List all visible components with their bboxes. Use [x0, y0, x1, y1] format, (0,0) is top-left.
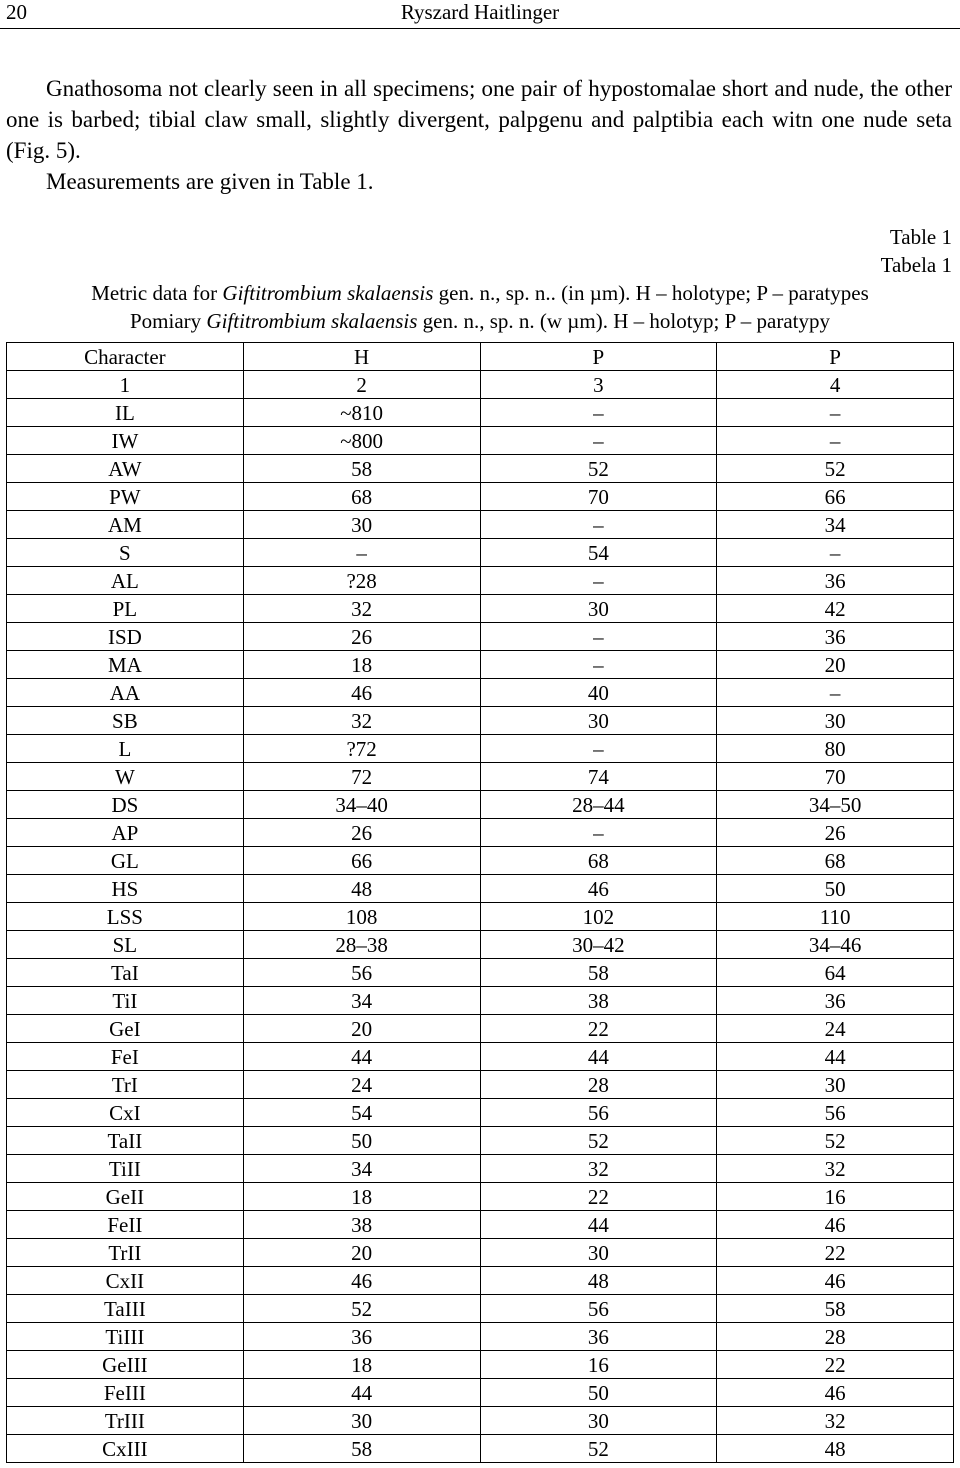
table-row — [7, 1379, 954, 1407]
table-row — [7, 1155, 954, 1183]
table-row — [7, 595, 954, 623]
table-row — [7, 875, 954, 903]
character-cell: PW — [7, 483, 244, 511]
value-cell: 34–46 — [717, 931, 954, 959]
value-cell: 40 — [480, 679, 717, 707]
species-name: Giftitrombium skalaensis — [222, 281, 434, 305]
value-cell: 32 — [243, 595, 480, 623]
value-cell: 46 — [717, 1211, 954, 1239]
value-cell: 48 — [243, 875, 480, 903]
value-cell: 46 — [243, 1267, 480, 1295]
value-cell: 30 — [480, 707, 717, 735]
character-cell: S — [7, 539, 244, 567]
table-row — [7, 1295, 954, 1323]
paragraph-text: Gnathosoma not clearly seen in all specimens; one pair of hypostomalae short and nude, the other one is barbed; tibial claw small, slightly divergent, palpgenu and palptibia each witn one nude seta (Fig. 5). — [6, 76, 952, 163]
paragraph-text-measurements: Measurements are given in Table 1. — [46, 169, 374, 194]
column-number: 4 — [717, 371, 954, 399]
character-cell: AA — [7, 679, 244, 707]
character-cell: TaII — [7, 1127, 244, 1155]
value-cell: 20 — [243, 1239, 480, 1267]
value-cell: 26 — [243, 623, 480, 651]
value-cell: 34 — [243, 1155, 480, 1183]
value-cell: – — [243, 539, 480, 567]
value-cell: 36 — [717, 567, 954, 595]
table-caption-pl: Pomiary Giftitrombium skalaensis gen. n., sp. n. (w µm). H – holotyp; P – paratypy — [129, 309, 831, 333]
value-cell: 66 — [243, 847, 480, 875]
value-cell: 72 — [243, 763, 480, 791]
table-row — [7, 1239, 954, 1267]
value-cell: 50 — [243, 1127, 480, 1155]
character-cell: TaI — [7, 959, 244, 987]
character-cell: DS — [7, 791, 244, 819]
table-row — [7, 1043, 954, 1071]
value-cell: 44 — [243, 1379, 480, 1407]
character-cell: ISD — [7, 623, 244, 651]
character-cell: AW — [7, 455, 244, 483]
value-cell: 36 — [717, 987, 954, 1015]
value-cell: 30 — [717, 707, 954, 735]
value-cell: 30 — [243, 511, 480, 539]
metric-data-table — [6, 342, 954, 1463]
value-cell: 34 — [717, 511, 954, 539]
value-cell: – — [717, 679, 954, 707]
character-cell: TrIII — [7, 1407, 244, 1435]
value-cell: 58 — [243, 1435, 480, 1463]
character-cell: TiII — [7, 1155, 244, 1183]
table-row — [7, 763, 954, 791]
value-cell: 108 — [243, 903, 480, 931]
column-number: 3 — [480, 371, 717, 399]
value-cell: – — [717, 427, 954, 455]
value-cell: 46 — [717, 1379, 954, 1407]
character-cell: MA — [7, 651, 244, 679]
character-cell: GeI — [7, 1015, 244, 1043]
character-cell: IL — [7, 399, 244, 427]
value-cell: ?28 — [243, 567, 480, 595]
table-row — [7, 399, 954, 427]
value-cell: ~810 — [243, 399, 480, 427]
character-cell: PL — [7, 595, 244, 623]
character-cell: IW — [7, 427, 244, 455]
table-row — [7, 1407, 954, 1435]
character-cell: TiIII — [7, 1323, 244, 1351]
table-row — [7, 987, 954, 1015]
character-cell: SL — [7, 931, 244, 959]
value-cell: 50 — [717, 875, 954, 903]
value-cell: 44 — [480, 1211, 717, 1239]
character-cell: FeII — [7, 1211, 244, 1239]
value-cell: 110 — [717, 903, 954, 931]
table-row — [7, 455, 954, 483]
value-cell: 74 — [480, 763, 717, 791]
value-cell: 34 — [243, 987, 480, 1015]
value-cell: 46 — [480, 875, 717, 903]
value-cell: 52 — [480, 455, 717, 483]
body-paragraph — [6, 73, 952, 197]
value-cell: 36 — [717, 623, 954, 651]
value-cell: 30 — [717, 1071, 954, 1099]
table-row — [7, 623, 954, 651]
character-cell: AL — [7, 567, 244, 595]
value-cell: 16 — [717, 1183, 954, 1211]
value-cell: 64 — [717, 959, 954, 987]
value-cell: 36 — [243, 1323, 480, 1351]
table-row — [7, 511, 954, 539]
value-cell: 48 — [480, 1267, 717, 1295]
value-cell: 56 — [717, 1099, 954, 1127]
character-cell: W — [7, 763, 244, 791]
value-cell: 32 — [243, 707, 480, 735]
value-cell: 52 — [243, 1295, 480, 1323]
value-cell: 58 — [243, 455, 480, 483]
character-cell: GeIII — [7, 1351, 244, 1379]
value-cell: – — [480, 567, 717, 595]
character-cell: AM — [7, 511, 244, 539]
value-cell: 30 — [243, 1407, 480, 1435]
table-row — [7, 483, 954, 511]
value-cell: 70 — [480, 483, 717, 511]
value-cell: 34–40 — [243, 791, 480, 819]
character-cell: TaIII — [7, 1295, 244, 1323]
table-label-pl: Tabela 1 — [880, 253, 952, 277]
value-cell: 66 — [717, 483, 954, 511]
character-cell: GL — [7, 847, 244, 875]
character-cell: HS — [7, 875, 244, 903]
value-cell: 28–38 — [243, 931, 480, 959]
value-cell: – — [717, 539, 954, 567]
page-number: 20 — [6, 0, 27, 24]
table-caption-en: Metric data for Giftitrombium skalaensis gen. n., sp. n.. (in µm). H – holotype; P – paratypes — [91, 281, 869, 305]
value-cell: 38 — [243, 1211, 480, 1239]
value-cell: 22 — [717, 1351, 954, 1379]
value-cell: 50 — [480, 1379, 717, 1407]
value-cell: 32 — [717, 1407, 954, 1435]
value-cell: – — [717, 399, 954, 427]
table-row — [7, 1183, 954, 1211]
value-cell: – — [480, 427, 717, 455]
value-cell: – — [480, 511, 717, 539]
value-cell: 30 — [480, 1407, 717, 1435]
character-cell: TrI — [7, 1071, 244, 1099]
value-cell: 102 — [480, 903, 717, 931]
value-cell: 24 — [243, 1071, 480, 1099]
character-cell: SB — [7, 707, 244, 735]
value-cell: – — [480, 623, 717, 651]
character-cell: FeI — [7, 1043, 244, 1071]
value-cell: 30 — [480, 1239, 717, 1267]
value-cell: ~800 — [243, 427, 480, 455]
running-head: Ryszard Haitlinger — [400, 0, 560, 24]
value-cell: 58 — [717, 1295, 954, 1323]
table-row — [7, 847, 954, 875]
table-row — [7, 1071, 954, 1099]
value-cell: 26 — [243, 819, 480, 847]
table-row — [7, 735, 954, 763]
value-cell: 56 — [243, 959, 480, 987]
value-cell: 28–44 — [480, 791, 717, 819]
value-cell: 24 — [717, 1015, 954, 1043]
table-row — [7, 931, 954, 959]
species-name: Giftitrombium skalaensis — [206, 309, 418, 333]
character-cell: CxI — [7, 1099, 244, 1127]
value-cell: 30 — [480, 595, 717, 623]
value-cell: 44 — [243, 1043, 480, 1071]
value-cell: 32 — [480, 1155, 717, 1183]
table-label-en: Table 1 — [889, 225, 952, 249]
table-row — [7, 539, 954, 567]
table-row — [7, 819, 954, 847]
character-cell: LSS — [7, 903, 244, 931]
value-cell: 36 — [480, 1323, 717, 1351]
value-cell: 44 — [480, 1043, 717, 1071]
value-cell: – — [480, 651, 717, 679]
value-cell: 46 — [717, 1267, 954, 1295]
value-cell: 56 — [480, 1295, 717, 1323]
value-cell: 18 — [243, 1351, 480, 1379]
table-row — [7, 427, 954, 455]
value-cell: 44 — [717, 1043, 954, 1071]
table-row — [7, 959, 954, 987]
table-row — [7, 791, 954, 819]
value-cell: 56 — [480, 1099, 717, 1127]
value-cell: 52 — [480, 1127, 717, 1155]
value-cell: 32 — [717, 1155, 954, 1183]
value-cell: 22 — [480, 1015, 717, 1043]
value-cell: 68 — [717, 847, 954, 875]
table-row — [7, 651, 954, 679]
value-cell: 28 — [480, 1071, 717, 1099]
value-cell: 54 — [243, 1099, 480, 1127]
character-cell: CxII — [7, 1267, 244, 1295]
column-number: 1 — [7, 371, 244, 399]
value-cell: – — [480, 819, 717, 847]
value-cell: 20 — [717, 651, 954, 679]
table-row — [7, 1267, 954, 1295]
table-row — [7, 1211, 954, 1239]
value-cell: 22 — [480, 1183, 717, 1211]
value-cell: 38 — [480, 987, 717, 1015]
value-cell: – — [480, 735, 717, 763]
page-header — [0, 0, 960, 29]
table-row — [7, 903, 954, 931]
value-cell: 30–42 — [480, 931, 717, 959]
value-cell: 18 — [243, 651, 480, 679]
table-row — [7, 679, 954, 707]
column-header: Character — [7, 343, 244, 371]
value-cell: ?72 — [243, 735, 480, 763]
table-row — [7, 1015, 954, 1043]
value-cell: 18 — [243, 1183, 480, 1211]
column-header: P — [717, 343, 954, 371]
value-cell: 20 — [243, 1015, 480, 1043]
character-cell: TiI — [7, 987, 244, 1015]
value-cell: 58 — [480, 959, 717, 987]
value-cell: 26 — [717, 819, 954, 847]
table-row — [7, 707, 954, 735]
value-cell: 70 — [717, 763, 954, 791]
value-cell: – — [480, 399, 717, 427]
table-row — [7, 1127, 954, 1155]
character-cell: GeII — [7, 1183, 244, 1211]
table-body — [7, 399, 954, 1463]
column-header: H — [243, 343, 480, 371]
value-cell: 52 — [717, 1127, 954, 1155]
value-cell: 22 — [717, 1239, 954, 1267]
value-cell: 46 — [243, 679, 480, 707]
value-cell: 28 — [717, 1323, 954, 1351]
value-cell: 54 — [480, 539, 717, 567]
character-cell: L — [7, 735, 244, 763]
value-cell: 48 — [717, 1435, 954, 1463]
table-row — [7, 567, 954, 595]
value-cell: 52 — [717, 455, 954, 483]
value-cell: 42 — [717, 595, 954, 623]
character-cell: AP — [7, 819, 244, 847]
value-cell: 68 — [480, 847, 717, 875]
column-number: 2 — [243, 371, 480, 399]
value-cell: 34–50 — [717, 791, 954, 819]
column-number-row — [7, 371, 954, 399]
table-row — [7, 1323, 954, 1351]
value-cell: 52 — [480, 1435, 717, 1463]
column-header: P — [480, 343, 717, 371]
character-cell: TrII — [7, 1239, 244, 1267]
character-cell: FeIII — [7, 1379, 244, 1407]
table-row — [7, 1351, 954, 1379]
character-cell: CxIII — [7, 1435, 244, 1463]
table-row — [7, 1099, 954, 1127]
value-cell: 16 — [480, 1351, 717, 1379]
table-row — [7, 1435, 954, 1463]
table-header-row — [7, 343, 954, 371]
value-cell: 68 — [243, 483, 480, 511]
value-cell: 80 — [717, 735, 954, 763]
